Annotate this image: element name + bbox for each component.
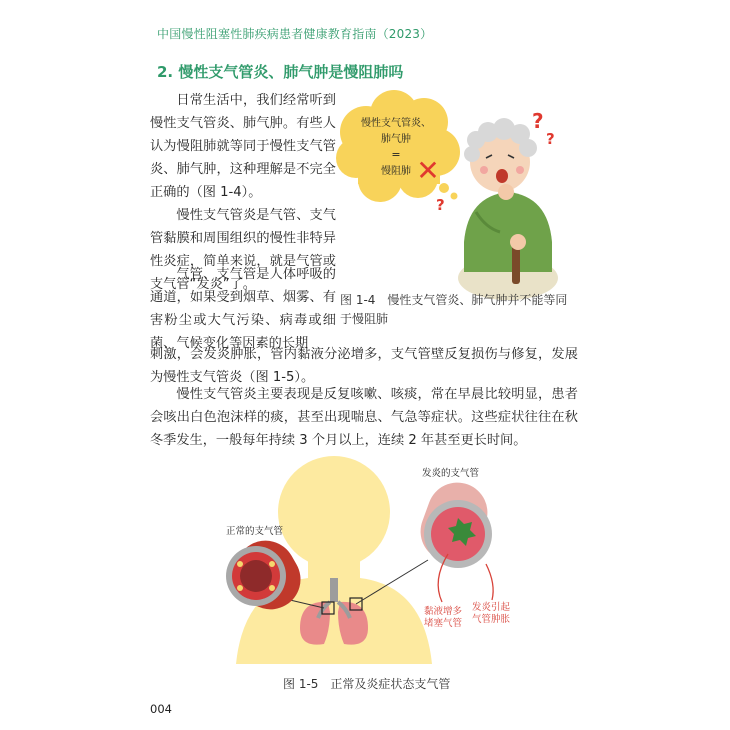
cloud-text-line-1: 慢性支气管炎、 [361, 118, 431, 129]
cloud-text-line-2: 肺气肿 [381, 134, 411, 145]
section-title: 2. 慢性支气管炎、肺气肿是慢阻肺吗 [157, 63, 404, 81]
paragraph-3-part-b: 刺激，会发炎肿胀，管内黏液分泌增多，支气管壁反复损伤与修复，发展为慢性支气管炎（图 1-5）。 [150, 347, 578, 385]
question-mark-icon: ? [532, 109, 544, 133]
label-swelling-line-2: 气管肿胀 [472, 614, 511, 625]
question-mark-icon: ? [546, 130, 555, 148]
paragraph-4: 慢性支气管炎主要表现是反复咳嗽、咳痰，常在早晨比较明显，患者会咳出白色泡沫样的痰，甚至出现喘息、气急等症状。这些症状往往在秋冬季发生，一般每年持续 3 个月以上，连续 2 年甚至更长时间。 [150, 387, 578, 448]
running-header: 中国慢性阻塞性肺疾病患者健康教育指南（2023） [157, 27, 433, 41]
label-mucus-line-1: 黏液增多 [424, 606, 463, 617]
label-normal-bronchus: 正常的支气管 [226, 526, 284, 537]
cloud-equals-sign: = [391, 148, 401, 161]
page-number: 004 [150, 702, 172, 716]
paragraph-2: 慢性支气管炎是气管、支气管黏膜和周围组织的慢性非特异性炎症，简单来说，就是气管或支气管“发炎”了。 [150, 208, 336, 292]
paragraph-1: 日常生活中，我们经常听到慢性支气管炎、肺气肿。有些人认为慢阻肺就等同于慢性支气管炎、肺气肿，这种理解是不完全正确的（图 1-4）。 [150, 93, 336, 200]
figure-1-5-caption: 图 1-5 正常及炎症状态支气管 [283, 677, 451, 691]
question-mark-icon: ? [436, 196, 445, 214]
figure-1-5-illustration [196, 452, 536, 664]
label-inflamed-bronchus: 发炎的支气管 [422, 468, 480, 479]
coughing-elder-figure [458, 118, 558, 300]
label-swelling-line-1: 发炎引起 [472, 602, 511, 613]
wrong-x-icon: ✕ [416, 154, 440, 187]
paragraph-3-part-a: 气管、支气管是人体呼吸的通道，如果受到烟草、烟雾、有害粉尘或大气污染、病毒或细菌、气候变化等因素的长期 [150, 267, 336, 351]
thought-cloud [336, 90, 460, 202]
figure-1-4-caption: 图 1-4 慢性支气管炎、肺气肿并不能等同于慢阻肺 [340, 293, 568, 326]
cloud-text-line-3: 慢阻肺 [381, 166, 411, 177]
figure-1-4-illustration [336, 92, 568, 288]
label-mucus-line-2: 堵塞气管 [424, 618, 463, 629]
